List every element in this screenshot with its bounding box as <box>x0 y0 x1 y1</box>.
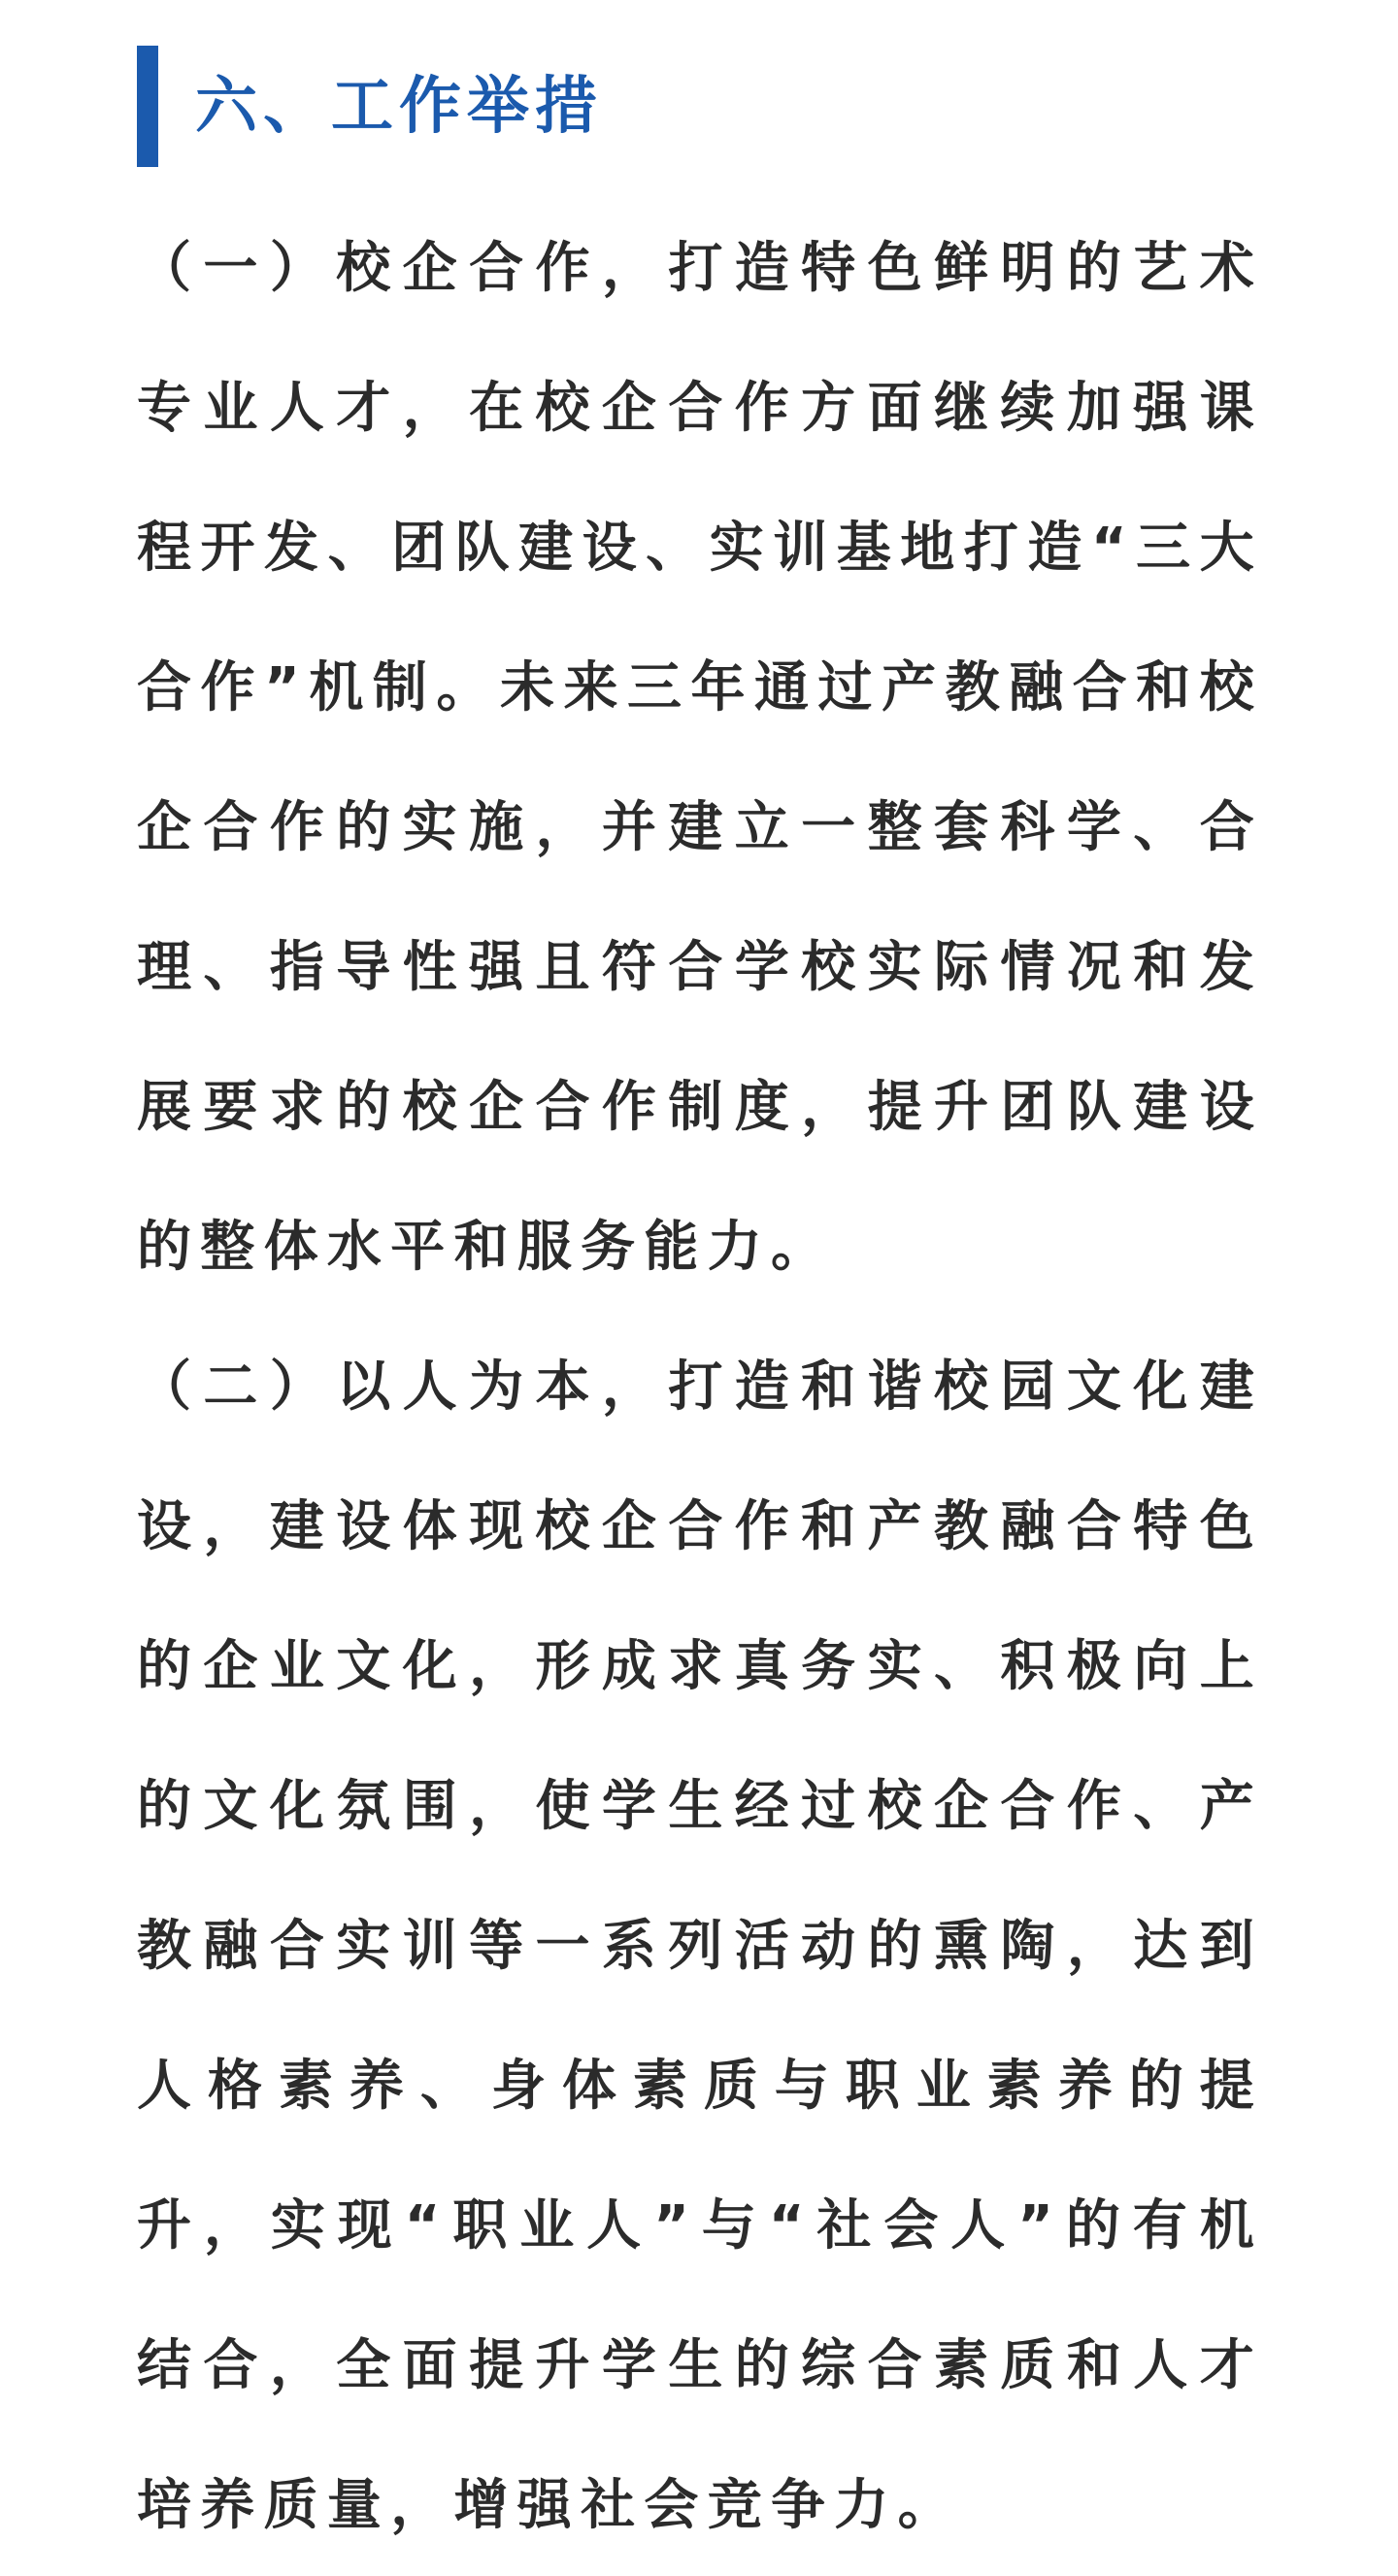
section-accent-bar <box>137 46 158 167</box>
section-title: 六、工作举措 <box>195 70 603 143</box>
section-body <box>137 199 1263 2576</box>
paragraph-2: （二）以人为本，打造和谐校园文化建设，建设体现校企合作和产教融合特色的企业文化，形成求真务实、积极向上的文化氛围，使学生经过校企合作、产教融合实训等一系列活动的熏陶，达到人格素养、身体素质与职业素养的提升，实现“职业人”与“社会人”的有机结合，全面提升学生的综合素质和人才培养质量，增强社会竞争力。 <box>137 1355 1263 2537</box>
paragraph-1: （一）校企合作，打造特色鲜明的艺术专业人才，在校企合作方面继续加强课程开发、团队建设、实训基地打造“三大合作”机制。未来三年通过产教融合和校企合作的实施，并建立一整套科学、合理、指导性强且符合学校实际情况和发展要求的校企合作制度，提升团队建设的整体水平和服务能力。 <box>137 237 1263 1279</box>
section-header <box>137 46 1273 167</box>
